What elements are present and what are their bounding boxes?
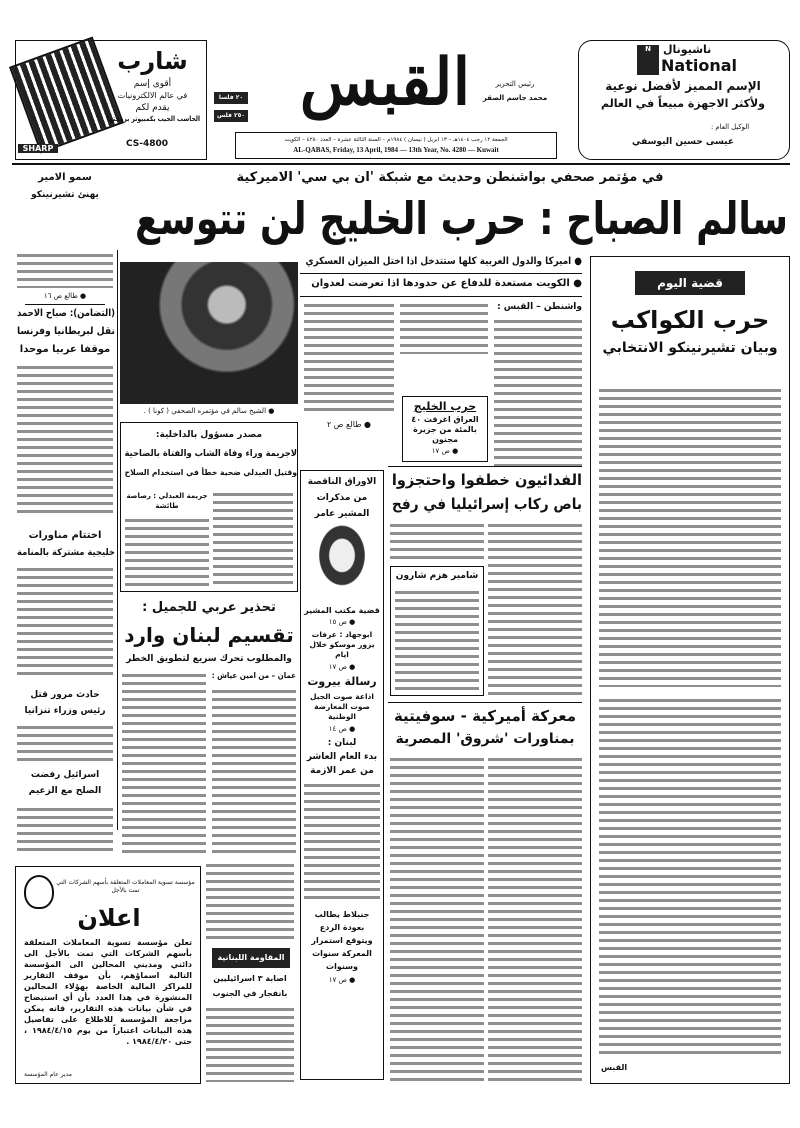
- amer-box: [300, 470, 384, 1080]
- interior-subhead: جريمة العبدلي : رصاصة طائشة: [126, 492, 208, 510]
- left-story-text: [17, 566, 113, 676]
- left-story-text: [17, 806, 113, 856]
- divider: [388, 702, 582, 703]
- lead-text: [400, 302, 488, 354]
- gulf-war-page: ● ص ١٧: [431, 447, 459, 455]
- issue-headline: وبيان تشيرنينكو الانتخابي: [602, 340, 778, 356]
- shamir-text: [395, 589, 479, 691]
- lead-bullet: ● اميركا والدول العربية كلها ستتدخل اذا اختل الميزان العسكري: [305, 256, 582, 267]
- left-story-continued: ● طالع ص ١٦: [43, 292, 87, 300]
- interior-headline: وقتيل العبدلي ضحية خطأ في استخدام السلاح: [124, 468, 297, 477]
- national-logo: [637, 45, 757, 75]
- resistance-box: المقاومة اللبنانية: [212, 948, 290, 968]
- lead-text: [494, 318, 582, 468]
- left-story-text: [17, 252, 113, 288]
- national-ad: [578, 40, 790, 160]
- sharp-line: أقوى إسم: [133, 79, 172, 89]
- resistance-headline: بانفجار في الجنوب: [212, 989, 288, 998]
- resistance-headline: اصابة ٣ اسرائيليين: [213, 974, 287, 983]
- national-brand-ar: ناشيونال: [663, 43, 712, 56]
- lebanon-kicker: تحذير عربي للجميل :: [142, 600, 276, 615]
- fedayeen-text: [390, 522, 484, 562]
- issue-signature: القبس: [601, 1063, 628, 1072]
- sharp-line: الحاسب الجيب بكمبيوتر برمجتها: [106, 115, 200, 123]
- issue-headline: حرب الكواكب: [610, 306, 770, 334]
- amer-headline: المشير عامر: [314, 509, 370, 519]
- national-line: الإسم المميز لأفضل نوعية: [605, 79, 761, 93]
- interior-text: [213, 491, 293, 587]
- fedayeen-headline: الفدائيون خطفوا واحتجزوا: [391, 471, 582, 489]
- page-ref: ● ص ١٥: [328, 618, 356, 626]
- lead-kicker: في مؤتمر صحفي بواشنطن وحديث مع شبكة 'ان بي سي' الاميركية: [236, 170, 664, 185]
- beirut-title: رسالة بيروت: [307, 675, 377, 688]
- interior-text: [125, 517, 209, 587]
- notice-body: تعلن مؤسسة تسوية المعاملات المتعلقة بأسهم الشركات التي تمت بالأجل الى دائني ومديني المحالين الى المؤسسة التالية اسماؤهم، بأن موقف التقارير للمراكز المالية الخاصة بهؤلاء المحالين المنشورة في هذا العدد بأن أي استيضاح في شأن بيانات هذه التقارير، فانه يمكن مراجعة المؤسسة للاطلاع على تفاصيل هذه البيانات اعتباراً من يوم ١٩٨٤/٤/١٥ ، حتى ١٩٨٤/٤/٢٠ .: [24, 938, 192, 1046]
- issue-of-day-label: قضية اليوم: [635, 271, 745, 295]
- lebanon-label: لبنان :: [327, 738, 357, 748]
- national-brand-en: National: [661, 56, 737, 75]
- notice-title: اعلان: [77, 904, 141, 932]
- lead-bullet: ● الكويت مستعدة للدفاع عن حدودها اذا تعرضت لعدوان: [311, 278, 582, 289]
- price-label: ٢٥٠ فلس: [214, 110, 248, 122]
- fedayeen-text: [488, 522, 582, 698]
- shamir-title: شامير هزم شارون: [395, 571, 479, 581]
- divider: [25, 304, 105, 305]
- lebanon-dateline: عمان – من امين عياش :: [211, 671, 296, 680]
- gulf-war-title: حرب الخليج: [413, 400, 477, 413]
- amer-headline: من مذكرات: [316, 493, 368, 503]
- lebanon-headline: والمطلوب تحرك سريع لتطويق الخطر: [126, 654, 292, 664]
- masthead-rule: [12, 163, 790, 165]
- notice-org: مؤسسة تسوية المعاملات المتعلقة بأسهم الشركات التي تمت بالأجل: [56, 879, 195, 894]
- issue-of-day-box: [590, 256, 790, 1084]
- left-story-headline: حادث مرور قتل: [30, 690, 100, 700]
- abujihad-headline: ابوجهاد : عرفات يزور موسكو خلال ايام: [309, 630, 375, 659]
- price-label: ٢٠ فلسا: [214, 92, 248, 104]
- divider: [388, 466, 582, 467]
- notice-signature: مدير عام المؤسسة: [24, 1071, 72, 1078]
- egypt-text: [488, 756, 582, 1082]
- left-story-headline: خليجية مشتركة بالمنامة: [17, 548, 115, 558]
- notice-ad: [15, 866, 201, 1084]
- national-line: ولأكثر الاجهزة مبيعاً في العالم: [600, 97, 766, 110]
- shamir-box: [390, 566, 484, 696]
- egypt-headline: معركة أميركية - سوفيتية: [393, 707, 577, 725]
- lebanon-headline: بدء العام العاشر: [306, 752, 378, 762]
- sharp-line: يقدم لكم: [135, 103, 170, 113]
- lebanon-text: [304, 782, 380, 902]
- divider: [300, 273, 582, 274]
- lebanon-headline: من عمر الازمة: [310, 766, 374, 776]
- lead-photo: [120, 262, 298, 404]
- date-english: AL-QABAS, Friday, 13 April, 1984 — 13th Year, No. 4280 — Kuwait: [293, 146, 499, 154]
- interior-headline: لاجريمة وراء وفاة الشاب والفتاة بالضاحية: [124, 449, 297, 459]
- editor-name: محمد جاسم الصقر: [482, 94, 548, 102]
- left-story-title: سمو الامير: [38, 172, 92, 183]
- left-story-text: [17, 724, 113, 762]
- amer-portrait: [307, 525, 377, 601]
- sharp-line: في عالم الالكترونيات: [117, 91, 188, 100]
- left-story-headline: اختتام مناورات: [28, 530, 102, 541]
- left-story-headline: الصلح مع الزعيم: [28, 786, 102, 796]
- page-ref: ● ص ١٤: [328, 725, 356, 733]
- divider: [300, 296, 582, 297]
- lead-text: [304, 302, 394, 414]
- lebanon-text: [122, 672, 206, 856]
- lead-continued: ● طالع ص ٢: [326, 420, 372, 429]
- sharp-brand: شارب: [117, 47, 188, 75]
- date-arabic: الجمعة ١٢ رجب ١٤٠٤هـ – ١٣ ابريل ( نيسان ) ١٩٨٤م – السنة الثالثة عشرة – العدد ٤٢٨٠ – الكويت: [284, 137, 508, 143]
- national-agent-label: الوكيل العام :: [710, 123, 749, 131]
- lead-dateline: واشنطن – القبس :: [494, 301, 582, 313]
- national-agent-name: عيسى حسين اليوسفي: [632, 137, 734, 147]
- lebanon-text: [206, 862, 294, 942]
- resistance-text: [206, 1006, 294, 1082]
- national-emblem-icon: N: [637, 45, 659, 75]
- sharp-model: CS-4800: [126, 139, 169, 149]
- page-ref: ● ص ١٧: [328, 663, 356, 671]
- editor-label: رئيس التحرير: [495, 80, 535, 88]
- newspaper-logo: القبس: [299, 45, 471, 120]
- page-ref: ● ص ١٧: [328, 976, 356, 984]
- amer-caption: قضية مكتب المشير: [304, 606, 380, 615]
- lead-headline: سالم الصباح : حرب الخليج لن تتوسع: [135, 192, 788, 245]
- left-column-divider: [117, 250, 118, 830]
- gulf-war-text: العراق اغرقت ٤٠ بالمئة من جزيرة مجنون: [411, 415, 479, 444]
- left-story-headline: رئيس وزراء تنزانيا: [24, 706, 106, 716]
- left-story-headline: نقل لبريطانيا وفرنسا: [16, 326, 115, 337]
- left-story-text: [17, 364, 113, 514]
- photo-caption: ● الشيخ سالم في مؤتمره الصحفي ( كونا ) .: [143, 407, 275, 415]
- issue-text: [599, 697, 781, 1057]
- interior-kicker: مصدر مسؤول بالداخلية:: [155, 430, 263, 440]
- left-story-headline: اسرائيل رفضت: [30, 770, 100, 780]
- left-story-headline: (التضامن): صباح الاحمد: [16, 308, 115, 319]
- egypt-headline: بمناورات 'شروق' المصرية: [395, 731, 575, 747]
- left-story-headline: موقفا عربيا موحدا: [19, 344, 111, 355]
- interior-story: [120, 422, 298, 592]
- date-box: [235, 132, 557, 159]
- issue-text: [599, 387, 781, 687]
- lebanon-headline: تقسيم لبنان وارد: [124, 623, 294, 647]
- sharp-ad: [15, 40, 207, 160]
- left-story-subtitle: يهنئ تشيرنينكو: [31, 190, 99, 200]
- gulf-war-box: [402, 396, 488, 462]
- amer-headline: الاوراق الناقصة: [307, 477, 377, 487]
- sharp-logo: SHARP: [18, 144, 58, 153]
- egypt-text: [390, 756, 484, 1082]
- jumblatt-headline: جنبلاط يطالب بعودة الردع ويتوقع استمرار المعركة سنوات وسنوات: [311, 910, 373, 971]
- beirut-sub: اذاعة صوت الجبل صوت المعارضة الوطنية: [310, 692, 374, 721]
- lebanon-text: [212, 688, 296, 856]
- fedayeen-headline: باص ركاب إسرائيليا في رفح: [391, 495, 582, 513]
